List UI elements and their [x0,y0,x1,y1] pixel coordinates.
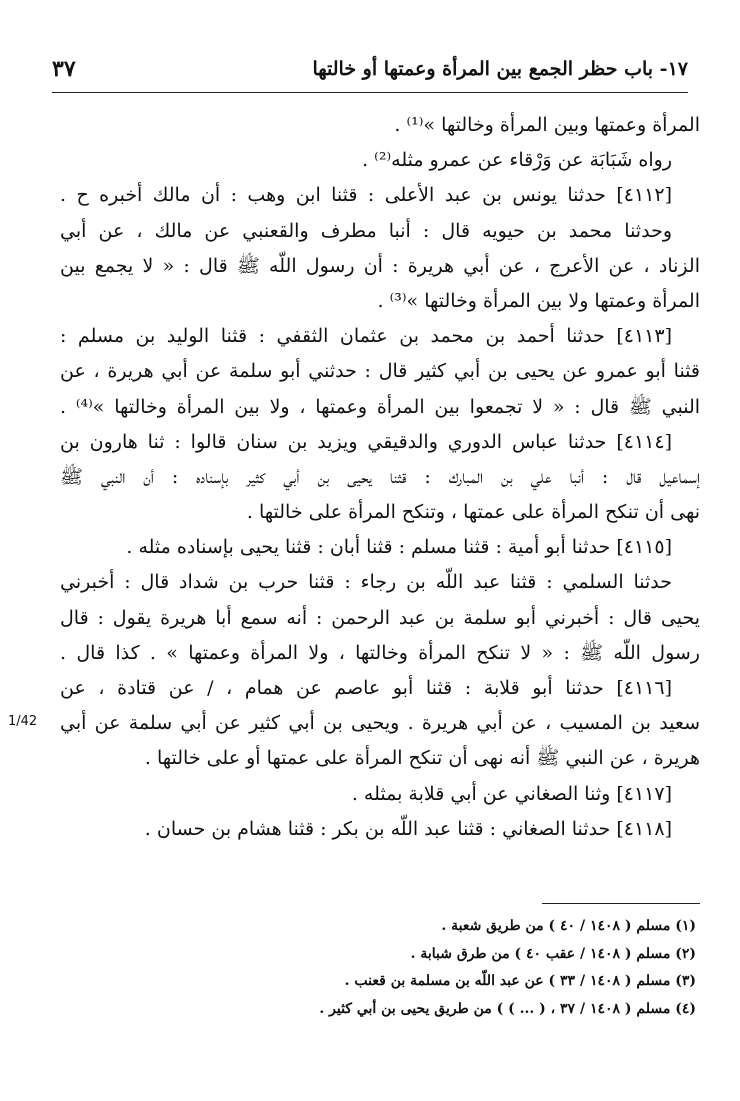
text-line: [٤١١٣] حدثنا أحمد بن محمد بن عثمان الثقفي : قثنا الوليد بن مسلم : [60,325,672,348]
text-line: رسول اللّه ﷺ : « لا تنكح المرأة وخالتها ، ولا المرأة وعمتها » . كذا قال . [60,641,700,664]
text-line: [٤١١٦] حدثنا أبو قلابة : قثنا أبو عاصم عن همام ، / عن قتادة ، عن [60,677,672,699]
text-line: سعيد بن المسيب ، عن أبي هريرة . ويحيى بن أبي كثير عن أبي سلمة عن أبي [60,712,700,735]
footnotes [319,913,696,1023]
margin-folio-note: 1/42 [8,714,38,729]
footnote: (١) مسلم ( ١٤٠٨ / ٤٠ ) من طريق شعبة . [441,918,696,934]
text-line: [٤١١٧] وثنا الصغاني عن أبي قلابة بمثله . [351,782,672,805]
footnote: (٤) مسلم ( ١٤٠٨ / ٣٧ ، ( ... ) ) من طريق يحيى بن أبي كثير . [319,1000,696,1017]
page-number: ٣٧ [52,56,76,82]
text-line: رواه شَبَابَة عن وَرْقاء عن عمرو مثله⁽²⁾ . [362,149,672,172]
chapter-title: ١٧- باب حظر الجمع بين المرأة وعمتها أو خالتها [312,58,688,80]
text-line: قثنا أبو عمرو عن يحيى بن أبي كثير قال : حدثني أبو سلمة عن أبي هريرة ، عن [60,360,700,383]
text-line: هريرة ، عن النبي ﷺ أنه نهى أن تنكح المرأة على عمتها أو على خالتها . [144,747,700,770]
footnote-divider [542,903,700,904]
footnote: (٢) مسلم ( ١٤٠٨ / عقب ٤٠ ) من طرق شبابة . [410,945,696,962]
text-line: [٤١١٢] حدثنا يونس بن عبد الأعلى : قثنا ابن وهب : أن مالك أخبره ح . [60,184,672,207]
text-line: النبي ﷺ قال : « لا تجمعوا بين المرأة وعمتها ، ولا بين المرأة وخالتها »⁽⁴⁾ . [60,395,701,418]
page-header [52,52,688,93]
text-line: المرأة وعمتها وبين المرأة وخالتها »⁽¹⁾ . [394,114,700,136]
text-line: وحدثنا محمد بن حيويه قال : أنبا مطرف والقعنبي عن مالك ، عن أبي [60,219,672,242]
text-line: [٤١١٤] حدثنا عباس الدوري والدقيقي ويزيد بن سنان قالوا : ثنا هارون بن [60,430,672,453]
text-line: المرأة وعمتها ولا بين المرأة وخالتها »⁽³⁾ . [377,289,700,312]
footnote: (٣) مسلم ( ١٤٠٨ / ٣٣ ) عن عبد اللّه بن مسلمة بن قعنب . [344,973,696,989]
text-line: إسماعيل قال : أنبا علي بن المبارك : قثنا يحيى بن أبي كثير بإسناده : أن النبي ﷺ [60,465,700,488]
text-line: [٤١١٥] حدثنا أبو أمية : قثنا مسلم : قثنا أبان : قثنا يحيى بإسناده مثله . [126,536,672,559]
text-line: نهى أن تنكح المرأة على عمتها ، وتنكح المرأة على خالتها . [246,501,700,524]
text-line: [٤١١٨] حدثنا الصغاني : قثنا عبد اللّه بن بكر : قثنا هشام بن حسان . [144,817,672,840]
text-line: الزناد ، عن الأعرج ، عن أبي هريرة : أن رسول اللّه ﷺ قال : « لا يجمع بين [60,254,700,277]
text-line: حدثنا السلمي : قثنا عبد اللّه بن رجاء : قثنا حرب بن شداد قال : أخبرني [60,571,672,594]
hadith-text-body [60,108,700,847]
text-line: يحيى قال : أخبرني أبو سلمة بن عبد الرحمن : أنه سمع أبا هريرة يقول : قال [60,606,700,629]
